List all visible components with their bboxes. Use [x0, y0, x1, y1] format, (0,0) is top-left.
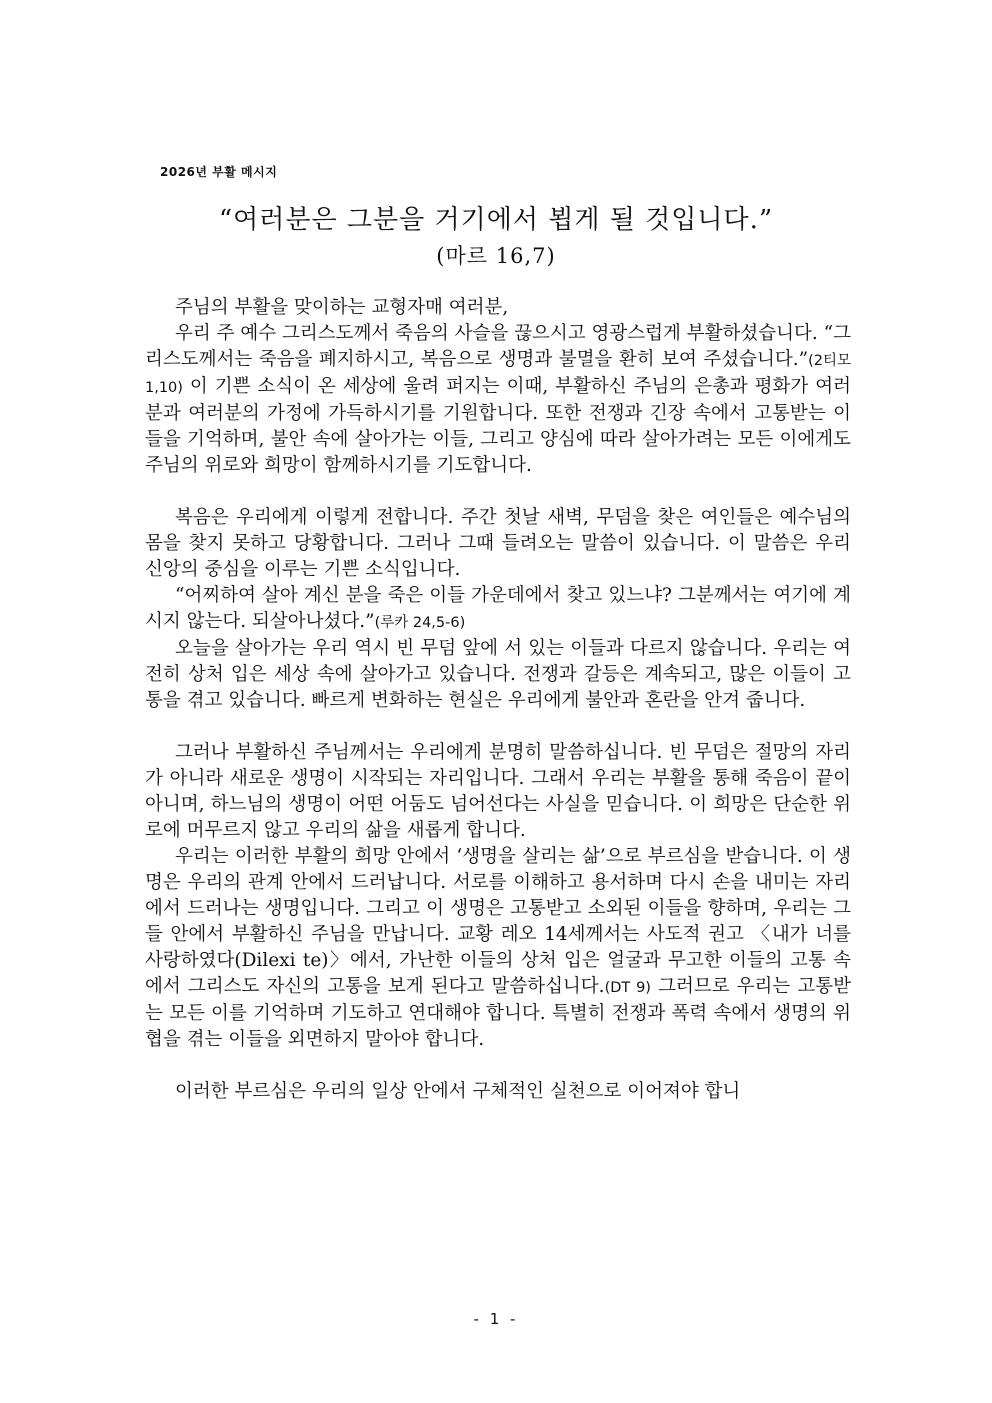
paragraph-gap [145, 714, 851, 740]
paragraph-text: 그러므로 우리는 고통받는 모든 이를 기억하며 기도하고 연대해야 합니다. 특별히 전쟁과 폭력 속에서 생명의 위협을 겪는 이들을 외면하지 말아야 합니다. [145, 976, 852, 1050]
paragraph-text: 우리 주 예수 그리스도께서 죽음의 사슬을 끊으시고 영광스럽게 부활하셨습니다. “그리스도께서는 죽음을 폐지하시고, 복음으로 생명과 불멸을 환히 보여 주셨습니다.” [145, 323, 851, 370]
paragraph-easter-blessing [145, 321, 851, 479]
paragraph-gospel: 복음은 우리에게 이렇게 전합니다. 주간 첫날 새벽, 무덤을 찾은 여인들은 예수님의 몸을 찾지 못하고 당황합니다. 그러나 그때 들려오는 말씀이 있습니다. 이 말씀은 우리 신앙의 중심을 이루는 기쁜 소식입니다. [145, 507, 851, 580]
document-header-tag: 2026년 부활 메시지 [160, 165, 278, 179]
paragraph-text: “어찌하여 살아 계신 분을 죽은 이들 가운데에서 찾고 있느냐? 그분께서는 여기에 계시지 않는다. 되살아나셨다.” [145, 585, 851, 632]
paragraph-quote [145, 583, 851, 636]
paragraph-gap [145, 479, 851, 505]
scripture-citation: (루카 24,5-6) [374, 615, 466, 631]
message-body [145, 295, 851, 1105]
title-scripture-reference: (마르 16,7) [436, 244, 556, 268]
document-citation: (DT 9) [604, 980, 651, 996]
paragraph-today: 오늘을 살아가는 우리 역시 빈 무덤 앞에 서 있는 이들과 다르지 않습니다. 우리는 여전히 상처 입은 세상 속에 살아가고 있습니다. 전쟁과 갈등은 계속되고, 많은 이들이 고통을 겪고 있습니다. 빠르게 변화하는 현실은 우리에게 불안과 혼란을 안겨 줍니다. [145, 638, 851, 711]
paragraph-practice: 이러한 부르심은 우리의 일상 안에서 구체적인 실천으로 이어져야 합니 [175, 1081, 741, 1102]
paragraph-text: 우리는 이러한 부활의 희망 안에서 ‘생명을 살리는 삶’으로 부르심을 받습니다. 이 생명은 우리의 관계 안에서 드러납니다. 서로를 이해하고 용서하며 다시 손을 내미는 자리에서 드러나는 생명입니다. 그리고 이 생명은 고통받고 소외된 이들을 향하며, 우리는 그들 안에서 부활하신 주님을 만납니다. 교황 레오 14세께서는 사도적 권고 〈내가 너를 사랑하였다(Dilexi te)〉에서, 가난한 이들의 상처 입은 얼굴과 무고한 이들의 고통 속에서 그리스도 자신의 고통을 보게 된다고 말씀하십니다. [145, 846, 851, 997]
page-number: - 1 - [473, 1310, 519, 1328]
scripture-citation: (2티모 1,10) [145, 353, 851, 396]
message-title: “여러분은 그분을 거기에서 뵙게 될 것입니다.” [218, 205, 774, 235]
paragraph-calling [145, 844, 851, 1053]
paragraph-text: 이 기쁜 소식이 온 세상에 울려 퍼지는 이때, 부활하신 주님의 은총과 평화가 여러분과 여러분의 가정에 가득하시기를 기원합니다. 또한 전쟁과 긴장 속에서 고통받는 이들을 기억하며, 불안 속에 살아가는 이들, 그리고 양심에 따라 살아가려는 모든 이에게도 주님의 위로와 희망이 함께하시기를 기도합니다. [145, 376, 851, 476]
paragraph-gap [145, 1053, 851, 1079]
paragraph-risen-lord: 그러나 부활하신 주님께서는 우리에게 분명히 말씀하십니다. 빈 무덤은 절망의 자리가 아니라 새로운 생명이 시작되는 자리입니다. 그래서 우리는 부활을 통해 죽음이 끝이 아니며, 하느님의 생명이 어떤 어둠도 넘어선다는 사실을 믿습니다. 이 희망은 단순한 위로에 머무르지 않고 우리의 삶을 새롭게 합니다. [145, 742, 851, 841]
greeting-paragraph: 주님의 부활을 맞이하는 교형자매 여러분, [175, 297, 509, 318]
